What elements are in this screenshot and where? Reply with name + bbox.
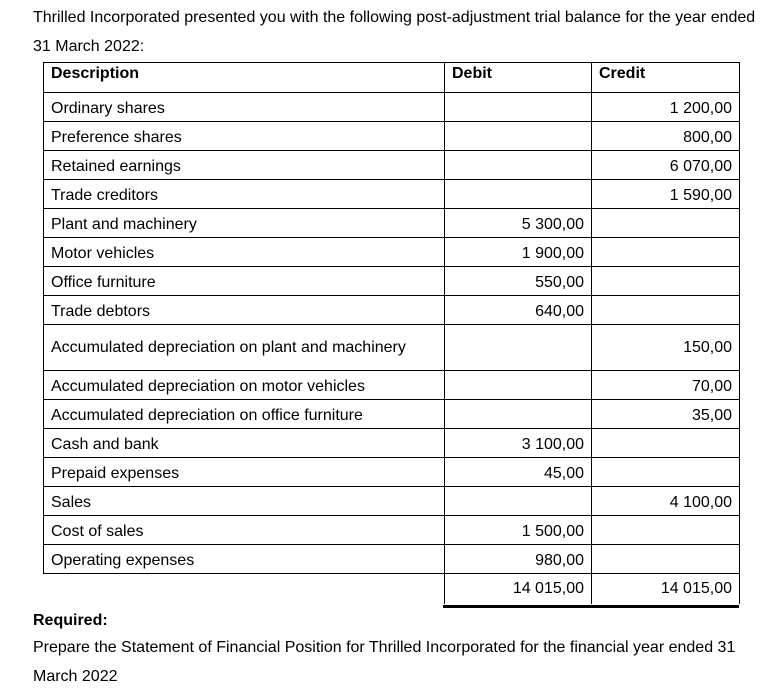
table-header-row	[44, 63, 740, 93]
totals-underline	[443, 605, 739, 608]
row-debit: 640,00	[445, 296, 592, 325]
table-row	[44, 180, 740, 209]
row-description: Ordinary shares	[44, 93, 445, 122]
intro-text	[33, 3, 778, 61]
table-row	[44, 151, 740, 180]
row-credit	[592, 267, 740, 296]
trial-balance-table	[43, 62, 740, 604]
row-description: Sales	[44, 487, 445, 516]
row-debit	[445, 151, 592, 180]
table-row	[44, 545, 740, 574]
table-row	[44, 296, 740, 325]
row-description: Operating expenses	[44, 545, 445, 574]
row-description: Cost of sales	[44, 516, 445, 545]
table-row	[44, 458, 740, 487]
row-debit: 5 300,00	[445, 209, 592, 238]
row-credit: 6 070,00	[592, 151, 740, 180]
row-debit	[445, 325, 592, 371]
row-credit: 1 200,00	[592, 93, 740, 122]
table-row	[44, 487, 740, 516]
row-description: Motor vehicles	[44, 238, 445, 267]
row-debit: 45,00	[445, 458, 592, 487]
row-description: Preference shares	[44, 122, 445, 151]
question-line-1: Prepare the Statement of Financial Position for Thrilled Incorporated for the financial year ended 31	[33, 639, 736, 656]
row-credit	[592, 238, 740, 267]
row-debit	[445, 400, 592, 429]
row-credit	[592, 429, 740, 458]
row-description: Plant and machinery	[44, 209, 445, 238]
table-row	[44, 209, 740, 238]
table-row	[44, 238, 740, 267]
row-credit	[592, 545, 740, 574]
table-row	[44, 371, 740, 400]
row-debit: 3 100,00	[445, 429, 592, 458]
row-description: Trade creditors	[44, 180, 445, 209]
row-debit: 550,00	[445, 267, 592, 296]
intro-line-2: 31 March 2022:	[33, 38, 145, 55]
table-row	[44, 400, 740, 429]
row-credit: 150,00	[592, 325, 740, 371]
row-credit: 70,00	[592, 371, 740, 400]
intro-line-1: Thrilled Incorporated presented you with the following post-adjustment trial balance for the year ended	[33, 9, 756, 26]
table-row	[44, 93, 740, 122]
row-debit: 1 900,00	[445, 238, 592, 267]
row-credit	[592, 209, 740, 238]
row-description: Office furniture	[44, 267, 445, 296]
total-credit: 14 015,00	[592, 574, 740, 604]
row-description: Cash and bank	[44, 429, 445, 458]
total-debit: 14 015,00	[445, 574, 592, 604]
row-credit: 800,00	[592, 122, 740, 151]
totals-spacer	[44, 574, 445, 604]
row-debit	[445, 93, 592, 122]
table-row	[44, 516, 740, 545]
row-description: Accumulated depreciation on plant and machinery	[44, 325, 445, 371]
row-debit	[445, 122, 592, 151]
row-description: Trade debtors	[44, 296, 445, 325]
table-row	[44, 267, 740, 296]
row-credit	[592, 296, 740, 325]
table-row	[44, 122, 740, 151]
row-description: Retained earnings	[44, 151, 445, 180]
row-debit	[445, 371, 592, 400]
row-description: Prepaid expenses	[44, 458, 445, 487]
required-heading: Required:	[33, 612, 108, 629]
header-credit: Credit	[592, 63, 740, 93]
header-debit: Debit	[445, 63, 592, 93]
row-description: Accumulated depreciation on motor vehicles	[44, 371, 445, 400]
row-description: Accumulated depreciation on office furniture	[44, 400, 445, 429]
row-credit	[592, 516, 740, 545]
row-credit	[592, 458, 740, 487]
row-debit	[445, 487, 592, 516]
row-credit: 1 590,00	[592, 180, 740, 209]
header-description: Description	[44, 63, 445, 93]
row-credit: 35,00	[592, 400, 740, 429]
row-debit: 980,00	[445, 545, 592, 574]
row-credit: 4 100,00	[592, 487, 740, 516]
row-debit	[445, 180, 592, 209]
totals-row	[44, 574, 740, 604]
table-row	[44, 429, 740, 458]
row-debit: 1 500,00	[445, 516, 592, 545]
question-line-2: March 2022	[33, 668, 118, 685]
table-row	[44, 325, 740, 371]
required-question	[33, 633, 778, 691]
